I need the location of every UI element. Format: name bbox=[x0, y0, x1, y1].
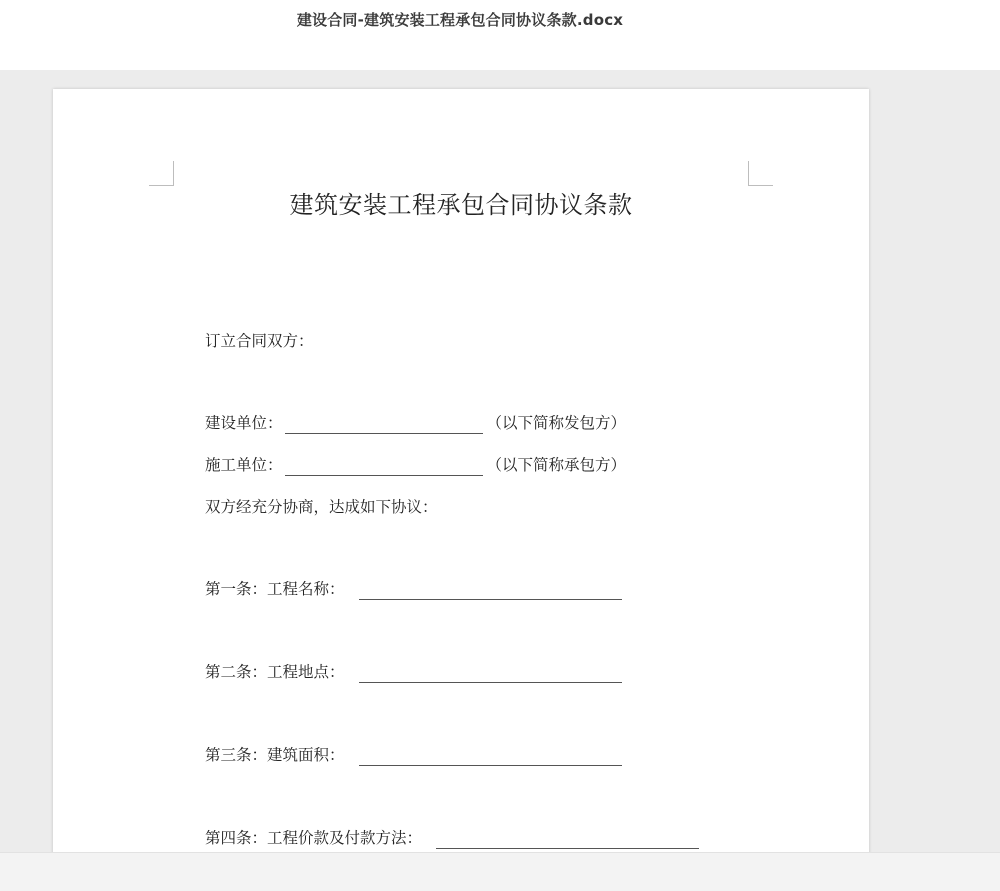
clause-2-blank-field[interactable] bbox=[359, 665, 622, 683]
clause-4-blank-field[interactable] bbox=[436, 831, 699, 849]
document-title: 建筑安装工程承包合同协议条款 bbox=[289, 191, 633, 219]
clause-4-line bbox=[205, 827, 699, 849]
clause-3-line bbox=[205, 744, 622, 766]
document-workspace[interactable] bbox=[0, 70, 1000, 852]
clause-2-line bbox=[205, 661, 622, 683]
contractor-line bbox=[205, 454, 626, 476]
document-page[interactable] bbox=[53, 89, 869, 852]
clause-1-line bbox=[205, 578, 622, 600]
employer-suffix: （以下简称发包方） bbox=[486, 414, 627, 432]
agreement-intro: 双方经充分协商，达成如下协议： bbox=[205, 498, 438, 516]
margin-marker-top-left bbox=[149, 161, 174, 186]
parties-heading: 订立合同双方： bbox=[205, 332, 314, 350]
bottom-status-bar bbox=[0, 852, 1000, 891]
employer-blank-field[interactable] bbox=[285, 416, 483, 434]
clause-3-blank-field[interactable] bbox=[359, 748, 622, 766]
employer-line bbox=[205, 412, 626, 434]
document-filename: 建设合同-建筑安装工程承包合同协议条款.docx bbox=[296, 11, 624, 29]
clause-2-label: 第二条：工程地点： bbox=[205, 663, 345, 681]
employer-label: 建设单位： bbox=[205, 414, 283, 432]
clause-3-label: 第三条：建筑面积： bbox=[205, 746, 345, 764]
contractor-label: 施工单位： bbox=[205, 456, 283, 474]
contractor-suffix: （以下简称承包方） bbox=[486, 456, 627, 474]
document-header-bar bbox=[0, 0, 1000, 70]
contractor-blank-field[interactable] bbox=[285, 458, 483, 476]
clause-1-blank-field[interactable] bbox=[359, 582, 622, 600]
clause-4-label: 第四条：工程价款及付款方法： bbox=[205, 829, 423, 847]
clause-1-label: 第一条：工程名称： bbox=[205, 580, 345, 598]
margin-marker-top-right bbox=[748, 161, 773, 186]
